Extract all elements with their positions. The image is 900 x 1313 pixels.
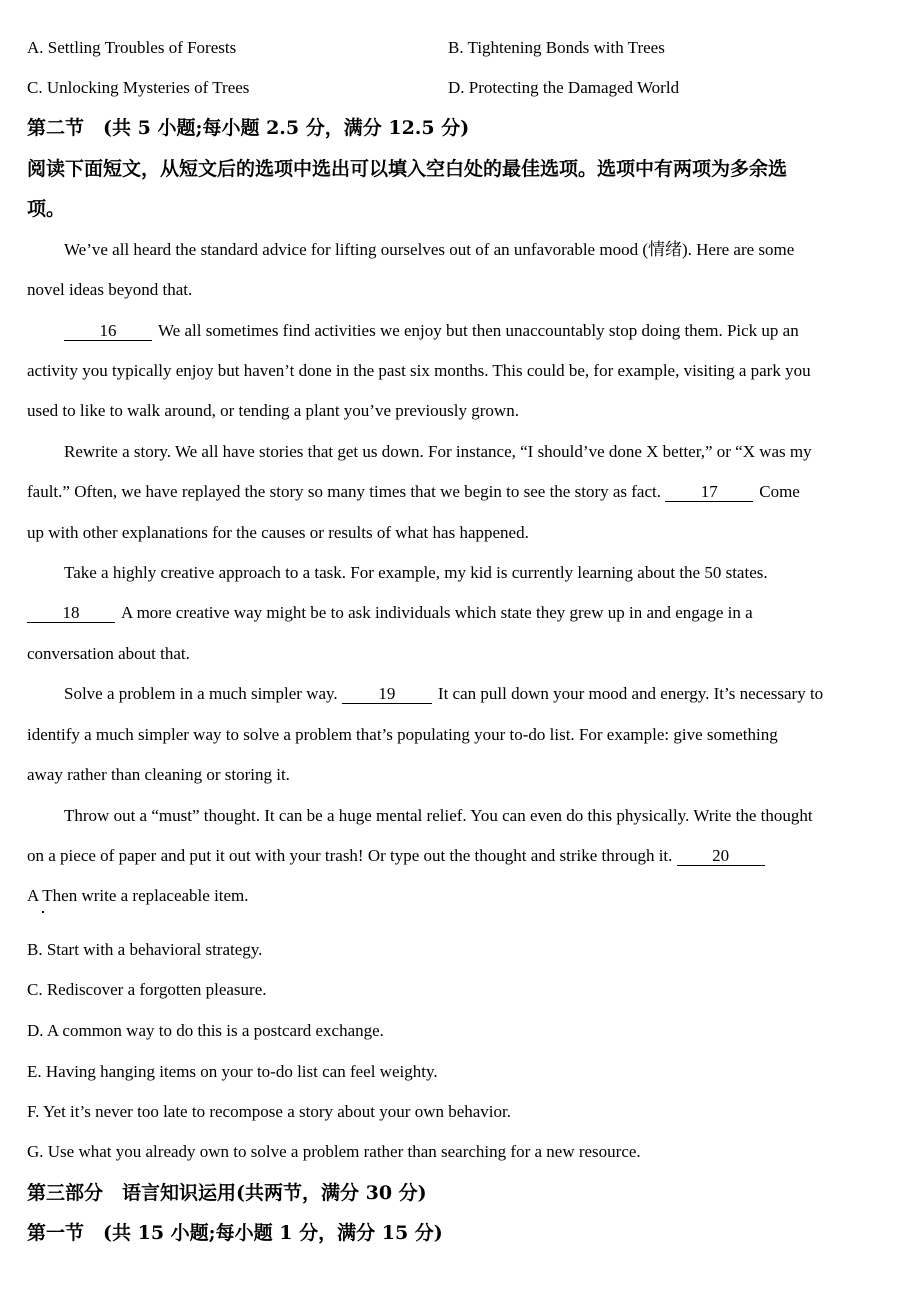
blank-20[interactable]: 20: [677, 847, 765, 866]
option-e: E. Having hanging items on your to-do list can feel weighty.: [27, 1062, 438, 1081]
part3-section1-heading: 第一节 (共 15 小题;每小题 1 分，满分 15 分): [27, 1222, 443, 1244]
passage-p1-line1: We’ve all heard the standard advice for lifting ourselves out of an unfavorable mood (情绪). Here are some: [64, 240, 795, 259]
option-g: G. Use what you already own to solve a problem rather than searching for a new resource.: [27, 1142, 641, 1161]
prev-option-a: A. Settling Troubles of Forests: [27, 38, 237, 57]
blank-18[interactable]: 18: [27, 604, 115, 623]
passage-p2-text: We all sometimes find activities we enjoy but then unaccountably stop doing them. Pick up an: [158, 321, 799, 340]
section2-heading: 第二节 (共 5 小题;每小题 2.5 分，满分 12.5 分): [27, 117, 470, 139]
option-b: B. Start with a behavioral strategy.: [27, 940, 263, 959]
passage-p5-text-b: It can pull down your mood and energy. It’s necessary to: [437, 684, 824, 703]
option-a: A Then write a replaceable item.: [27, 886, 249, 905]
passage-p5-text-a: Solve a problem in a much simpler way.: [64, 684, 338, 703]
passage-p3-line2: [27, 482, 800, 502]
stray-dot: [42, 911, 44, 913]
passage-p6-text: on a piece of paper and put it out with your trash! Or type out the thought and strike through it.: [27, 846, 673, 865]
passage-p1-line2: novel ideas beyond that.: [27, 280, 193, 299]
option-d: D. A common way to do this is a postcard exchange.: [27, 1021, 384, 1040]
part3-heading: 第三部分 语言知识运用(共两节，满分 30 分): [27, 1182, 427, 1204]
passage-p4-line3: conversation about that.: [27, 644, 190, 663]
passage-p6-line1: Throw out a “must” thought. It can be a huge mental relief. You can even do this physically. Write the thought: [64, 806, 813, 825]
passage-p2-line1: [64, 321, 799, 341]
blank-19[interactable]: 19: [342, 685, 432, 704]
prev-option-b: B. Tightening Bonds with Trees: [448, 38, 665, 57]
passage-p5-line3: away rather than cleaning or storing it.: [27, 765, 290, 784]
section2-instruction-line2: 项。: [27, 198, 66, 220]
passage-p5-line2: identify a much simpler way to solve a problem that’s populating your to-do list. For example: give something: [27, 725, 778, 744]
passage-p4-line1: Take a highly creative approach to a task. For example, my kid is currently learning about the 50 states.: [64, 563, 768, 582]
passage-p5-line1: [64, 684, 823, 704]
option-c: C. Rediscover a forgotten pleasure.: [27, 980, 267, 999]
section2-instruction-line1: 阅读下面短文，从短文后的选项中选出可以填入空白处的最佳选项。选项中有两项为多余选: [27, 158, 788, 180]
passage-p3-text-b: Come: [759, 482, 800, 501]
passage-p6-line2: [27, 846, 771, 866]
passage-p3-line3: up with other explanations for the causes or results of what has happened.: [27, 523, 529, 542]
blank-16[interactable]: 16: [64, 322, 152, 341]
passage-p3-line1: Rewrite a story. We all have stories that get us down. For instance, “I should’ve done X better,” or “X was my: [64, 442, 812, 461]
prev-option-c: C. Unlocking Mysteries of Trees: [27, 78, 250, 97]
prev-option-d: D. Protecting the Damaged World: [448, 78, 680, 97]
option-f: F. Yet it’s never too late to recompose a story about your own behavior.: [27, 1102, 512, 1121]
passage-p3-text-a: fault.” Often, we have replayed the story so many times that we begin to see the story as fact.: [27, 482, 661, 501]
passage-p2-line3: used to like to walk around, or tending a plant you’ve previously grown.: [27, 401, 519, 420]
passage-p4-line2: [27, 603, 753, 623]
passage-p2-line2: activity you typically enjoy but haven’t done in the past six months. This could be, for example, visiting a park you: [27, 361, 811, 380]
blank-17[interactable]: 17: [665, 483, 753, 502]
passage-p4-text: A more creative way might be to ask individuals which state they grew up in and engage in a: [121, 603, 753, 622]
